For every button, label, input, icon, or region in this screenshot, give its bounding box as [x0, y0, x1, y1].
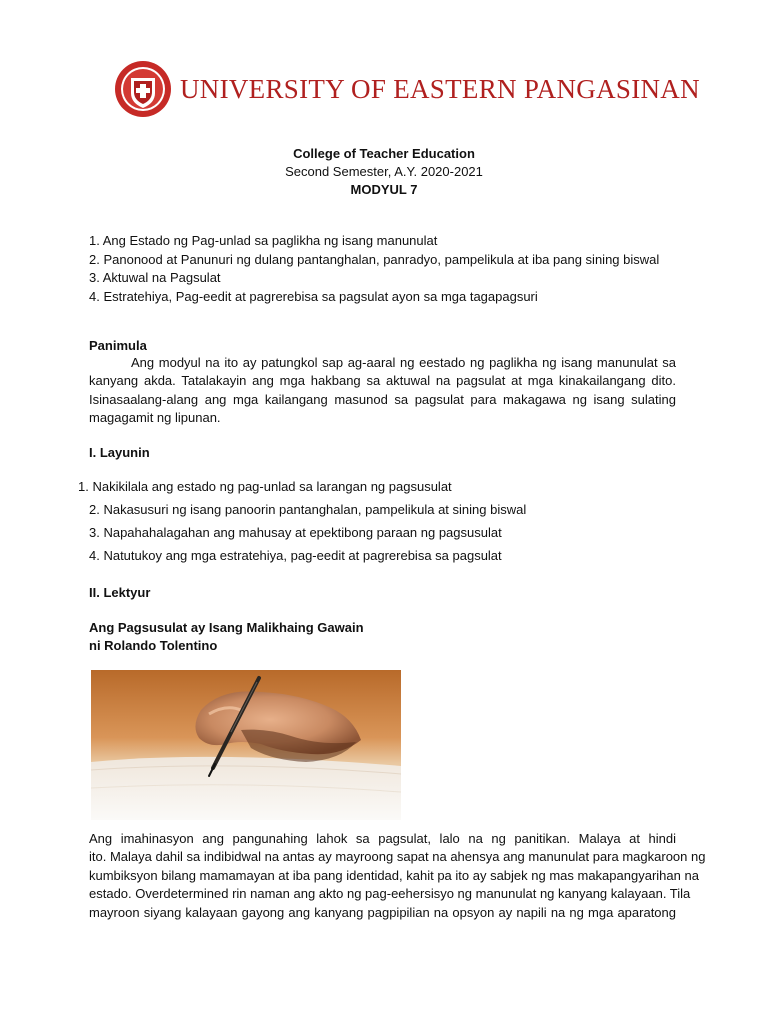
list-item: 2. Nakasusuri ng isang panoorin pantanghalan, pampelikula at sining biswal [89, 502, 527, 517]
topics-list [89, 232, 659, 306]
introduction-heading: Panimula [89, 338, 147, 353]
university-header-logo [114, 58, 700, 120]
introduction-paragraph [89, 354, 676, 428]
article-author: ni Rolando Tolentino [89, 638, 218, 653]
article-title: Ang Pagsusulat ay Isang Malikhaing Gawain [89, 620, 364, 635]
semester-info: Second Semester, A.Y. 2020-2021 [285, 164, 483, 179]
university-name: UNIVERSITY OF EASTERN PANGASINAN [180, 73, 700, 104]
paragraph-line: mayroon siyang kalayaan gayong ang kanyang pagpipilian na opsyon ay napili na ng mga aparatong [89, 904, 676, 920]
paragraph-line: ito. Malaya dahil sa indibidwal na antas ay mayroong sapat na ahensya ang manunulat para magkaroon ng [89, 849, 706, 865]
list-item: 3. Aktuwal na Pagsulat [89, 270, 221, 285]
list-item: 3. Napahahalagahan ang mahusay at epektibong paraan ng pagsusulat [89, 525, 502, 540]
paragraph-line: estado. Overdetermined rin naman ang akto ng pag-eehersisyo ng manunulat ng kanyang kalayaan. Tila [89, 886, 691, 902]
list-item: 2. Panonood at Panunuri ng dulang pantanghalan, panradyo, pampelikula at iba pang sining biswal [89, 251, 660, 267]
list-item: 1. Nakikilala ang estado ng pag-unlad sa larangan ng pagsusulat [78, 479, 452, 494]
article-title-block [89, 619, 364, 655]
list-item: 4. Natutukoy ang mga estratehiya, pag-eedit at pagrerebisa sa pagsulat [89, 548, 502, 563]
paragraph-line: Isinasaalang-alang ang mga kailangang masunod sa pagsulat para makagawa ng isang sulating [89, 391, 676, 407]
paragraph-line: Ang imahinasyon ang pangunahing lahok sa pagsulat, lalo na ng panitikan. Malaya at hindi [89, 831, 676, 846]
hand-writing-photo [91, 670, 401, 820]
objectives-list [78, 478, 526, 570]
paragraph-line: kumbiksyon bilang mamamayan at iba pang identidad, kahit pa ito ay sabjek ng mas makapangyarihan na [89, 867, 699, 883]
university-seal-icon [114, 60, 172, 118]
paragraph-line: magagamit ng lipunan. [89, 410, 221, 426]
lecture-paragraph [89, 830, 706, 922]
module-title: MODYUL 7 [350, 182, 418, 197]
objectives-heading: I. Layunin [89, 445, 150, 460]
paragraph-line: Ang modyul na ito ay patungkol sap ag-aaral ng eestado ng paglikha ng isang manunulat sa [131, 355, 676, 370]
list-item: 1. Ang Estado ng Pag-unlad sa paglikha ng isang manunulat [89, 233, 438, 248]
paragraph-line: kanyang akda. Tatalakayin ang mga hakbang sa aktuwal na pagsulat at mga kinakailangang dito. [89, 373, 676, 389]
college-name: College of Teacher Education [293, 146, 475, 161]
list-item: 4. Estratehiya, Pag-eedit at pagrerebisa sa pagsulat ayon sa mga tagapagsuri [89, 288, 538, 304]
lecture-heading: II. Lektyur [89, 585, 151, 600]
